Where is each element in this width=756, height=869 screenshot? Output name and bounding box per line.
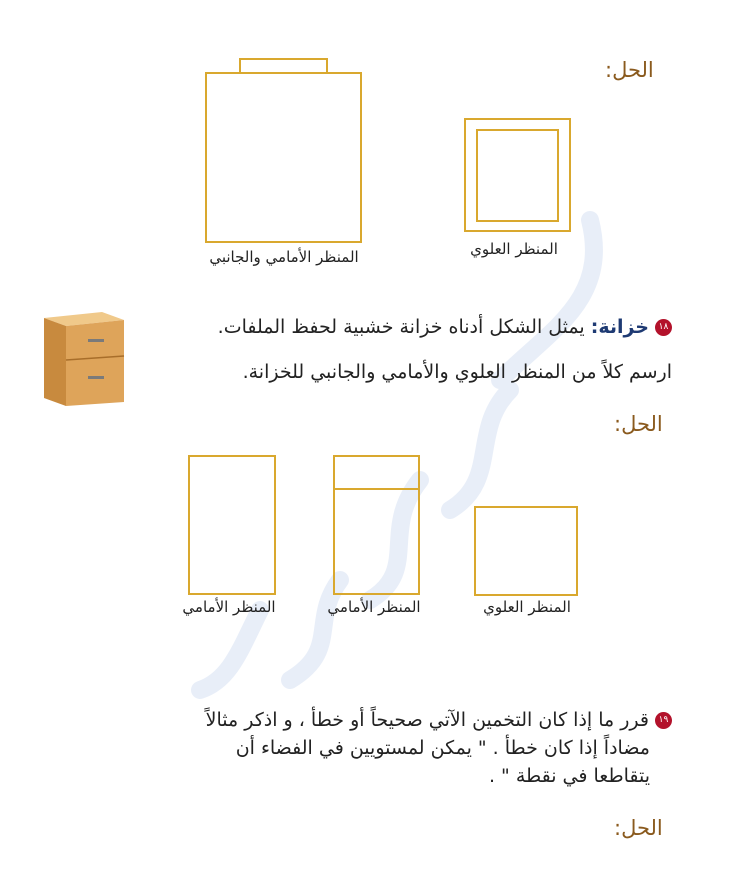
front-view-middle-caption: المنظر الأمامي [327,598,421,616]
question-18-keyword: خزانة: [590,316,649,338]
question-19-line-1 [206,706,672,734]
top-view-caption-1: المنظر العلوي [470,240,558,258]
front-side-view-caption: المنظر الأمامي والجانبي [209,248,359,266]
question-18-badge: ١٨ [655,319,672,336]
front-view-middle-shape [333,455,420,595]
solution-label-1: الحل: [605,58,654,82]
question-18-line-1 [218,313,672,341]
question-19-badge: ١٩ [655,712,672,729]
front-side-view-shape [205,72,362,243]
question-18-line-2: ارسم كلاً من المنظر العلوي والأمامي والجانبي للخزانة. [242,361,672,383]
solution-label-3: الحل: [614,816,663,840]
top-view-inner-shape [476,129,559,222]
question-19-line-2: مضاداً إذا كان خطأ . " يمكن لمستويين في الفضاء أن [235,737,650,759]
front-view-left-shape [188,455,276,595]
top-view-caption-2: المنظر العلوي [483,598,571,616]
cabinet-image [40,306,126,410]
top-view-shape [474,506,578,596]
question-18-text-1: يمثل الشكل أدناه خزانة خشبية لحفظ الملفات. [217,316,585,338]
front-view-left-caption: المنظر الأمامي [182,598,276,616]
question-19-line-3: يتقاطعا في نقطة " . [488,765,650,787]
front-view-middle-drawer-line [333,488,420,490]
solution-label-2: الحل: [614,412,663,436]
question-19-text-1: قرر ما إذا كان التخمين الآتي صحيحاً أو خطأ ، و اذكر مثالاً [205,709,649,731]
